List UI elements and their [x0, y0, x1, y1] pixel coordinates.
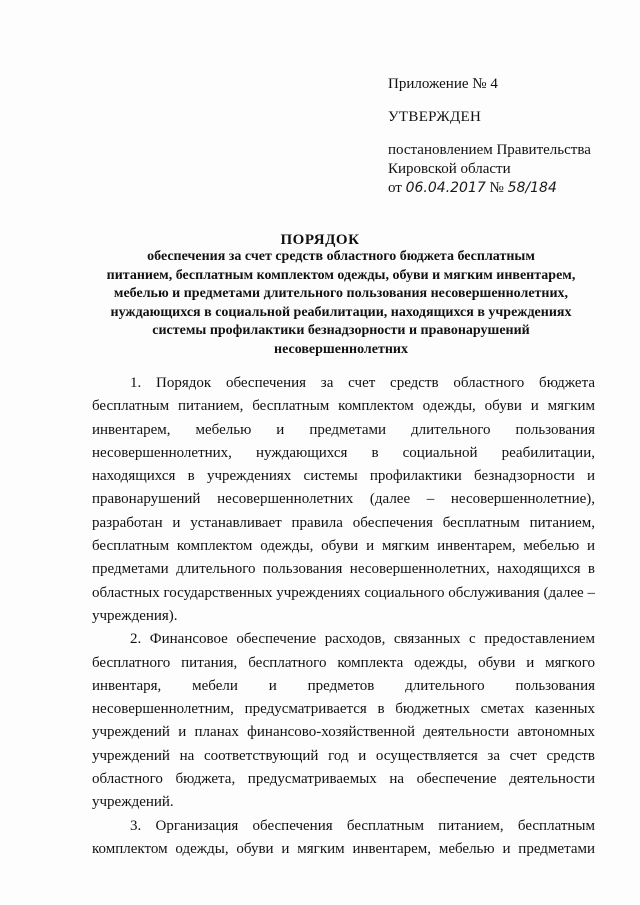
paragraph-line: несовершеннолетним, предусматривается в бюджетных сметах казенных [92, 701, 595, 718]
subtitle-line: нуждающихся в социальной реабилитации, находящихся в учреждениях [110, 304, 572, 320]
document-subtitle [86, 248, 596, 359]
paragraph-line: разработан и устанавливает правила обеспечения бесплатным питанием, [92, 514, 595, 531]
decree-number: 58/184 [507, 180, 557, 196]
decree-line: постановлением Правительства [388, 142, 591, 158]
paragraph-first-line: 2. Финансовое обеспечение расходов, связанных с предоставлением [130, 631, 595, 648]
paragraph-line: комплектом одежды, обуви и мягким инвентарем, мебелью и предметами [92, 840, 595, 857]
decree-date: 06.04.2017 [405, 180, 486, 196]
paragraph-line: областных государственных учреждениях социального обслуживания (далее – [92, 584, 595, 601]
paragraph-line: учреждений. [92, 794, 174, 811]
document-body [92, 372, 595, 861]
paragraph-line: находящихся в учреждениях системы профилактики безнадзорности и [92, 468, 595, 485]
paragraph-line: инвентарем, мебелью и предметами длительного пользования [92, 421, 595, 438]
paragraph-line: учреждений и планах финансово-хозяйственной деятельности автономных [92, 724, 595, 741]
paragraph-line: несовершеннолетних, нуждающихся в социальной реабилитации, [92, 444, 595, 461]
subtitle-line: питанием, бесплатным комплектом одежды, обуви и мягким инвентарем, [106, 267, 576, 283]
paragraph-line: бесплатного питания, бесплатного комплекта одежды, обуви и мягкого [92, 654, 595, 671]
paragraph-line: учреждения). [92, 607, 178, 624]
subtitle-line: мебелью и предметами длительного пользования несовершеннолетних, [113, 286, 569, 301]
decree-reference [388, 141, 591, 198]
subtitle-line: несовершеннолетних [274, 341, 408, 357]
paragraph-first-line: 1. Порядок обеспечения за счет средств областного бюджета [130, 375, 595, 391]
paragraph-line: бесплатным питанием, бесплатным комплектом одежды, обуви и мягким [92, 398, 595, 415]
paragraph-line: областного бюджета, предусматриваемых на обеспечение деятельности [92, 771, 595, 788]
decree-prefix: от [388, 180, 402, 196]
paragraph-line: инвентаря, мебели и предметов длительного пользования [92, 677, 595, 694]
appendix-label: Приложение № 4 [388, 76, 498, 92]
subtitle-line: обеспечения за счет средств областного бюджета бесплатным [147, 249, 535, 264]
decree-line: Кировской области [388, 161, 511, 177]
approved-label: УТВЕРЖДЕН [388, 109, 482, 125]
paragraph-line: правонарушений несовершеннолетних (далее – несовершеннолетние), [92, 491, 595, 508]
decree-number-label: № [489, 180, 504, 196]
paragraph-line: учреждений на соответствующий год и осуществляется за счет средств [92, 747, 595, 764]
decree-date-line [388, 179, 591, 198]
paragraph-line: предметами длительного пользования несовершеннолетних, находящихся в [92, 561, 595, 578]
document-title: ПОРЯДОК [280, 232, 360, 248]
paragraph-line: бесплатным комплектом одежды, обуви и мягким инвентарем, мебелью и [92, 538, 595, 555]
subtitle-line: системы профилактики безнадзорности и правонарушений [152, 323, 530, 338]
paragraph-first-line: 3. Организация обеспечения бесплатным питанием, бесплатным [130, 817, 595, 834]
